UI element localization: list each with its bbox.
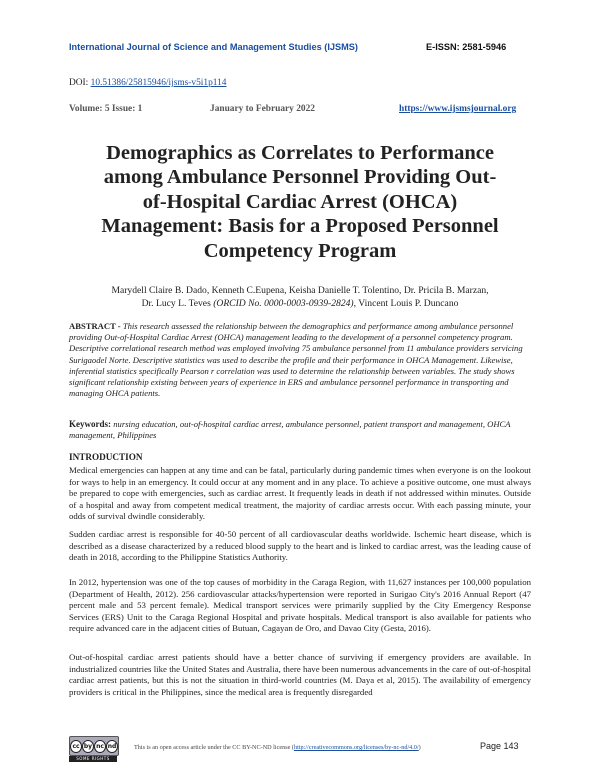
cc-license-badge <box>69 736 119 756</box>
keywords-label: Keywords: <box>69 419 114 429</box>
abstract-label: ABSTRACT - <box>69 321 123 331</box>
journal-url-link[interactable]: https://www.ijsmsjournal.org <box>399 104 517 114</box>
doi-label: DOI: <box>69 78 91 88</box>
keywords <box>69 419 531 441</box>
title-line: of-Hospital Cardiac Arrest (OHCA) <box>142 190 458 213</box>
authors-line-2 <box>69 297 531 310</box>
keywords-text: nursing education, out-of-hospital cardiac arrest, ambulance personnel, patient transport and management, OHCA management, Philippines <box>69 419 511 441</box>
authors <box>69 284 531 310</box>
abstract <box>69 321 531 399</box>
issue-date: January to February 2022 <box>210 104 315 114</box>
issn: E-ISSN: 2581-5946 <box>426 42 507 52</box>
license-notice <box>134 744 421 751</box>
by-icon: by <box>82 740 94 753</box>
orcid: (ORCID No. 0000-0003-0939-2824) <box>213 298 354 309</box>
authors-line-1: Marydell Claire B. Dado, Kenneth C.Eupena, Keisha Danielle T. Tolentino, Dr. Pricila B. Marzan, <box>111 285 489 296</box>
author-rest: , Vincent Louis P. Duncano <box>353 298 459 309</box>
cc-icon: cc <box>70 740 82 753</box>
author-name: Dr. Lucy L. Teves <box>141 298 214 309</box>
title-line: Competency Program <box>203 239 397 262</box>
title-line: among Ambulance Personnel Providing Out- <box>103 166 497 189</box>
doi-line <box>69 78 226 88</box>
abstract-text: This research assessed the relationship between the demographics and performance among ambulance personnel providing Out-of-Hospital Cardiac Arrest (OHCA) management leading to the development of a personnel competency program. Descriptive correlational research method was employed involving 75 ambulance personnel from 11 ambulance providers servicing Surigaodel Norte. Descriptive statistics was used to describe the profile and their performance in OHCA Management. Likewise, inferential statistics specifically Pearson r correlation was used to determine the relationship between variables. The study shows significant relationship existing between years of experience in ERS and ambulance personnel performance in transporting and managing OHCA patients. <box>69 321 523 399</box>
page-number: Page 143 <box>480 741 519 751</box>
nd-icon: nd <box>106 740 118 753</box>
section-heading-introduction: INTRODUCTION <box>69 452 143 462</box>
paper-title <box>62 141 538 263</box>
body-paragraph: Sudden cardiac arrest is responsible for 40-50 percent of all cardiovascular deaths worldwide. Ischemic heart disease, which is described as a disease characterized by a reduced blood supply to the heart and is linked to cardiac arrest, was the leading cause of death in 2018, according to the Philippine Statistics Authority. <box>69 529 531 563</box>
license-close: ) <box>418 744 421 751</box>
cc-badge-caption: SOME RIGHTS <box>69 756 117 762</box>
journal-name: International Journal of Science and Management Studies (IJSMS) <box>69 42 358 52</box>
license-link[interactable]: http://creativecommons.org/licenses/by-nc-nd/4.0/ <box>293 744 419 751</box>
license-text: This is an open access article under the CC BY-NC-ND license ( <box>134 744 294 751</box>
nc-icon: nc <box>94 740 106 753</box>
title-line: Demographics as Correlates to Performance <box>106 142 494 164</box>
body-paragraph: Medical emergencies can happen at any time and can be fatal, particularly during pandemic times when everyone is on the lookout for ways to help in an emergency. It could occur at any moment and in any place. To achieve a positive outcome, one must always be prepared to cope with emergencies, such as cardiac arrest. It frequently leads in death if not addressed within minutes. Outside of a hospital and away from competent medical treatment, the majority of cardiac arrests occur. With each passing minute, your odds of survival dwindle considerably. <box>69 465 531 522</box>
doi-link[interactable]: 10.51386/25815946/ijsms-v5i1p114 <box>90 78 227 88</box>
body-paragraph: In 2012, hypertension was one of the top causes of morbidity in the Caraga Region, with 11,627 instances per 100,000 population (Department of Health, 2012). 256 cardiovascular attacks/hypertension were reported in Surigao City's 2016 Annual Report (47 percent male and 53 percent female). Medical transport services were primarily supplied by the City Emergency Response Services (ERS) Unit to the Caraga Regional Hospital and private hospitals. Medical transport is also available for patients who require advanced care in the adjacent cities of Butuan, Cagayan de Oro, and Davao City (Gesta, 2016). <box>69 577 531 634</box>
body-paragraph: Out-of-hospital cardiac arrest patients should have a better chance of surviving if emergency providers are available. In industrialized countries like the United States and Australia, there have been numerous advancements in the care of out-of-hospital cardiac arrest patients, but this is not the situation in third-world countries (M. Daya et al, 2015). The availability of emergency providers is critical in the Philippines, since the medical area is frequently disregarded <box>69 652 531 697</box>
volume-issue: Volume: 5 Issue: 1 <box>69 104 143 114</box>
title-line: Management: Basis for a Proposed Personnel <box>101 215 499 238</box>
